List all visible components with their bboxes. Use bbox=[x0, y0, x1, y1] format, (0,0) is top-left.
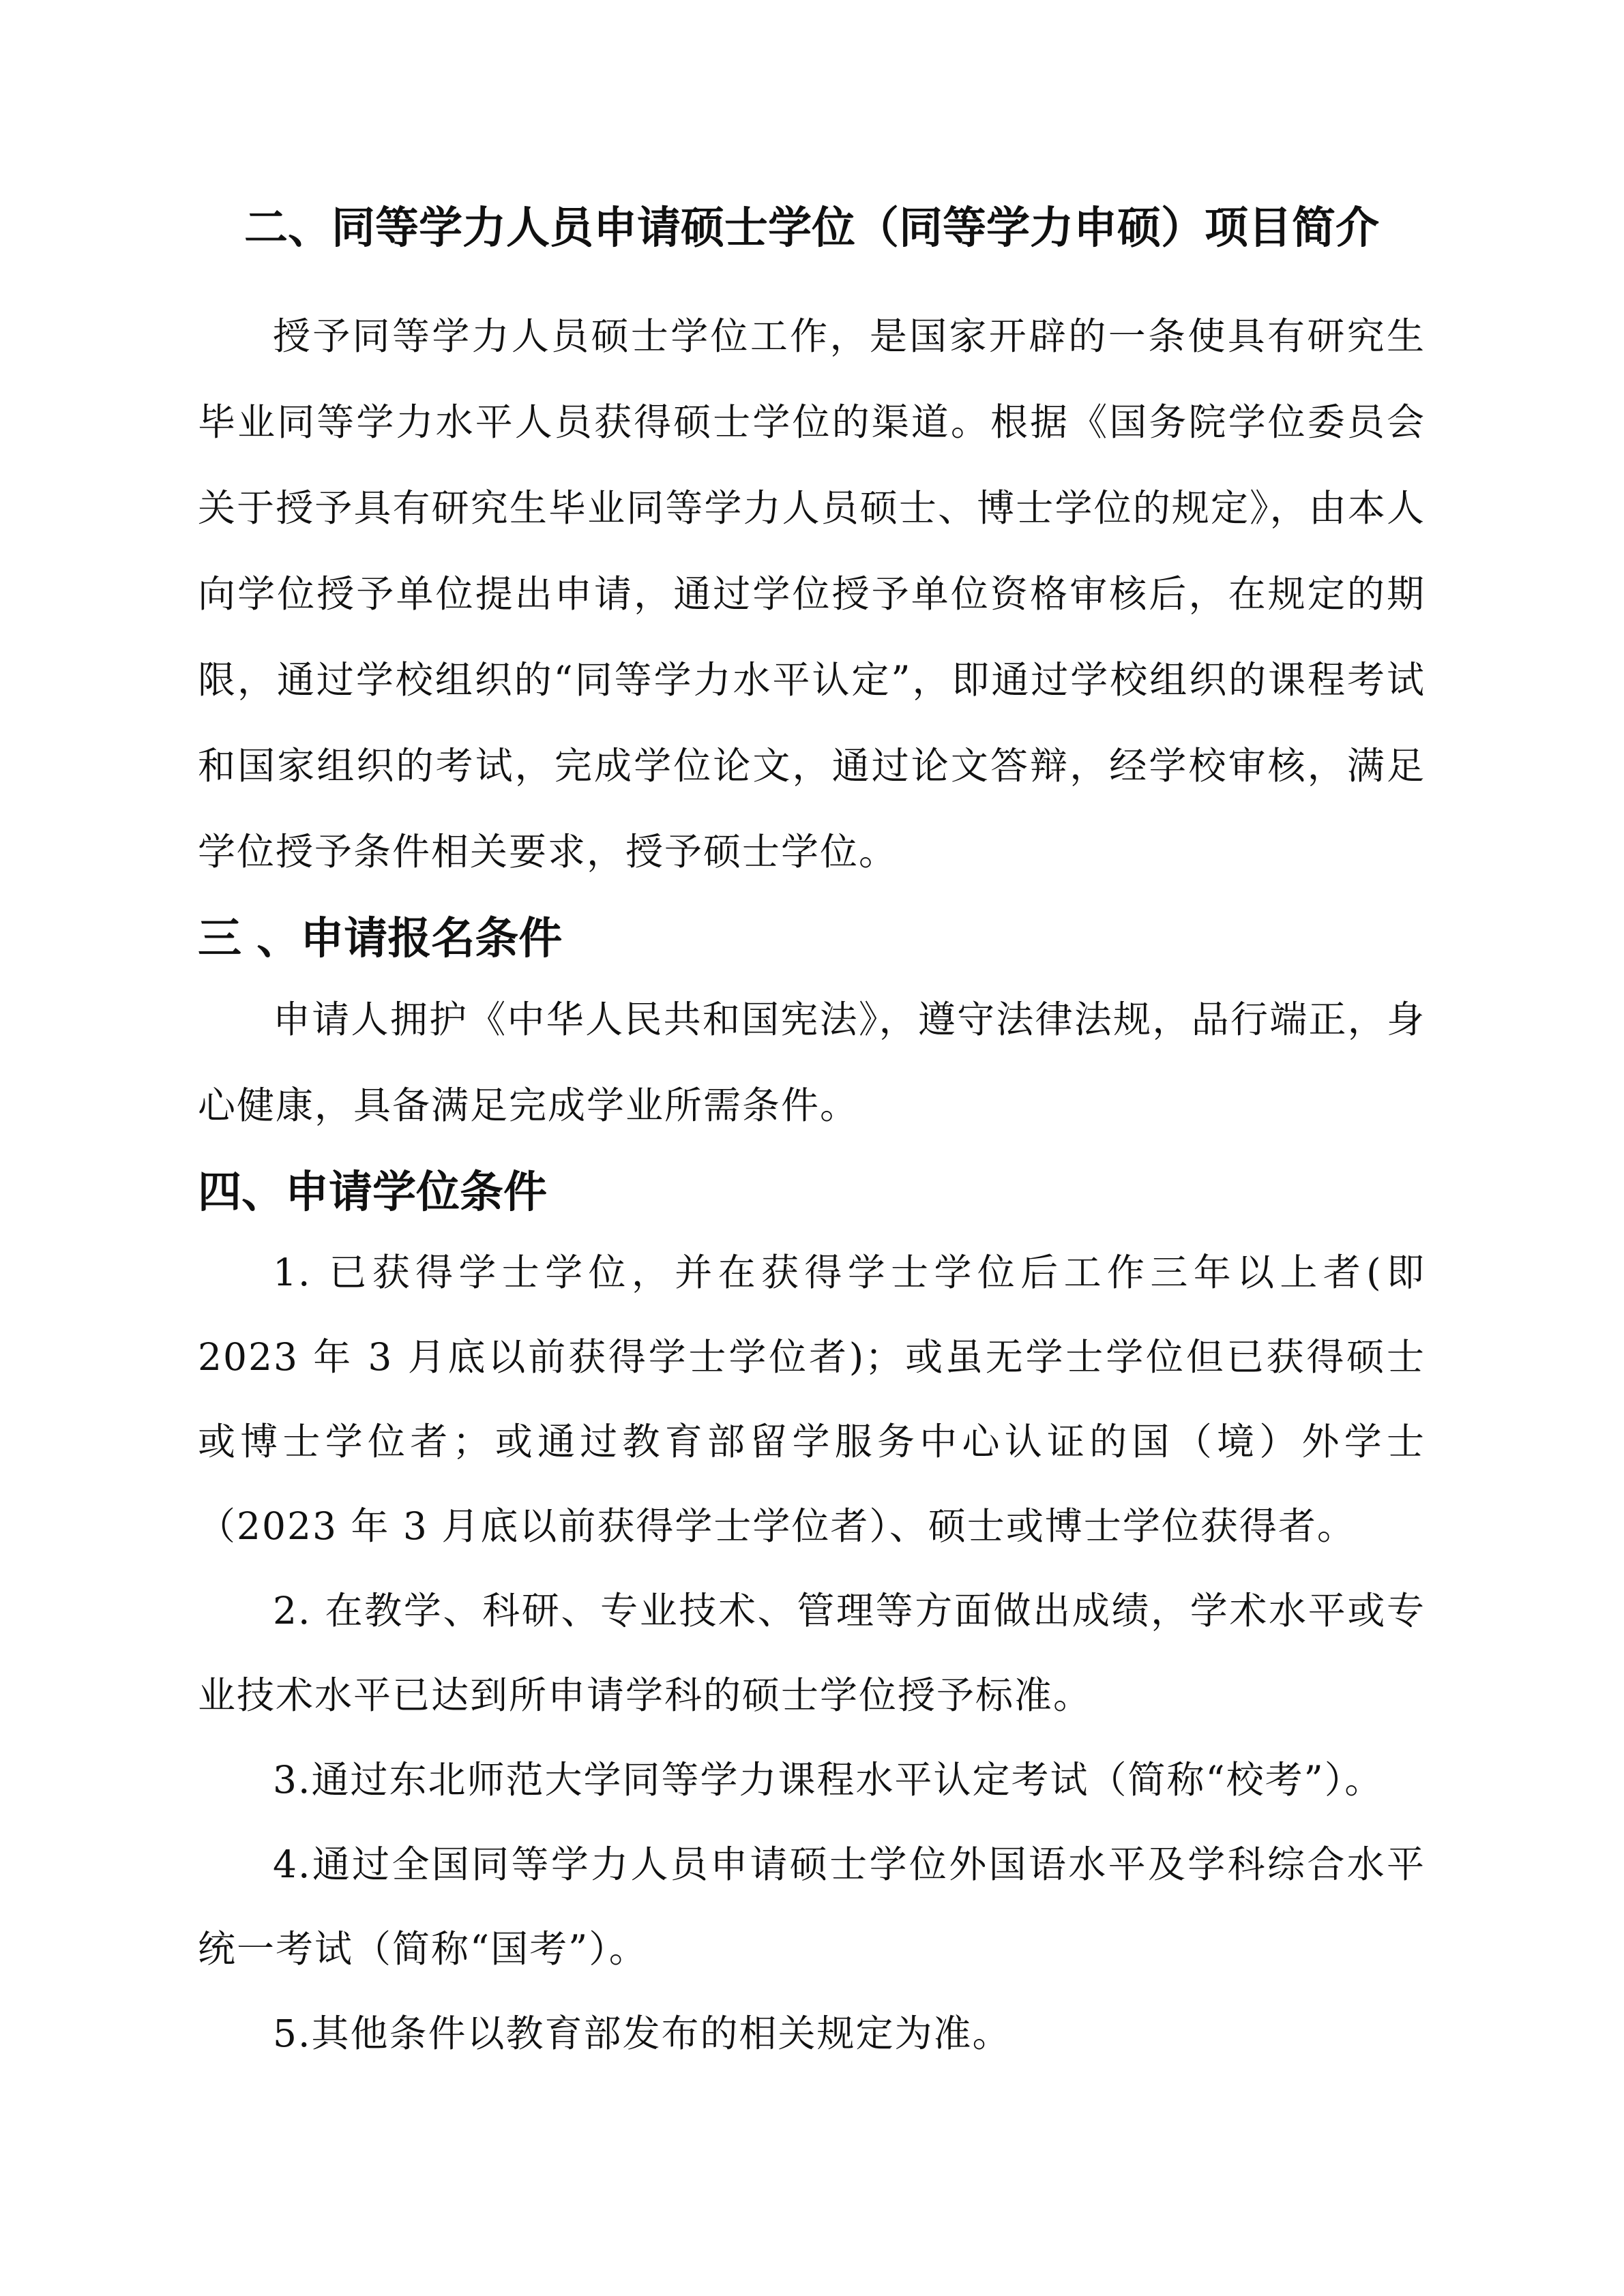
section-3-title: 三 、申请报名条件 bbox=[198, 914, 563, 964]
section-4-item-1: 1. 已获得学士学位，并在获得学士学位后工作三年以上者(即 2023 年 3 月底以前获得学士学位者)；或虽无学士学位但已获得硕士或博士学位者；或通过教育部留学服务中心认证的国（境）外学士（2023 年 3 月底以前获得学士学位者）、硕士或博士学位获得者。 bbox=[198, 1251, 1426, 1548]
section-2-title: 二、同等学力人员申请硕士学位（同等学力申硕）项目简介 bbox=[244, 203, 1379, 254]
document-page bbox=[198, 198, 1426, 2076]
section-2-paragraph: 授予同等学力人员硕士学位工作，是国家开辟的一条使具有研究生毕业同等学力水平人员获得硕士学位的渠道。根据《国务院学位委员会关于授予具有研究生毕业同等学力人员硕士、博士学位的规定》，由本人向学位授予单位提出申请，通过学位授予单位资格审核后，在规定的期限，通过学校组织的“同等学力水平认定”，即通过学校组织的课程考试和国家组织的考试，完成学位论文，通过论文答辩，经学校审核，满足学位授予条件相关要求，授予硕士学位。 bbox=[198, 314, 1426, 874]
section-4-item-2: 2. 在教学、科研、专业技术、管理等方面做出成绩，学术水平或专业技术水平已达到所申请学科的硕士学位授予标准。 bbox=[198, 1589, 1426, 1717]
section-4-item-5: 5.其他条件以教育部发布的相关规定为准。 bbox=[273, 2012, 1012, 2055]
section-4-item-3: 3.通过东北师范大学同等学力课程水平认定考试（简称“校考”）。 bbox=[273, 1758, 1384, 1802]
section-4-item-4: 4.通过全国同等学力人员申请硕士学位外国语水平及学科综合水平统一考试（简称“国考”）。 bbox=[198, 1843, 1426, 1971]
section-4-title: 四、申请学位条件 bbox=[198, 1167, 547, 1218]
section-3-paragraph: 申请人拥护《中华人民共和国宪法》，遵守法律法规，品行端正，身心健康，具备满足完成学业所需条件。 bbox=[198, 998, 1426, 1127]
